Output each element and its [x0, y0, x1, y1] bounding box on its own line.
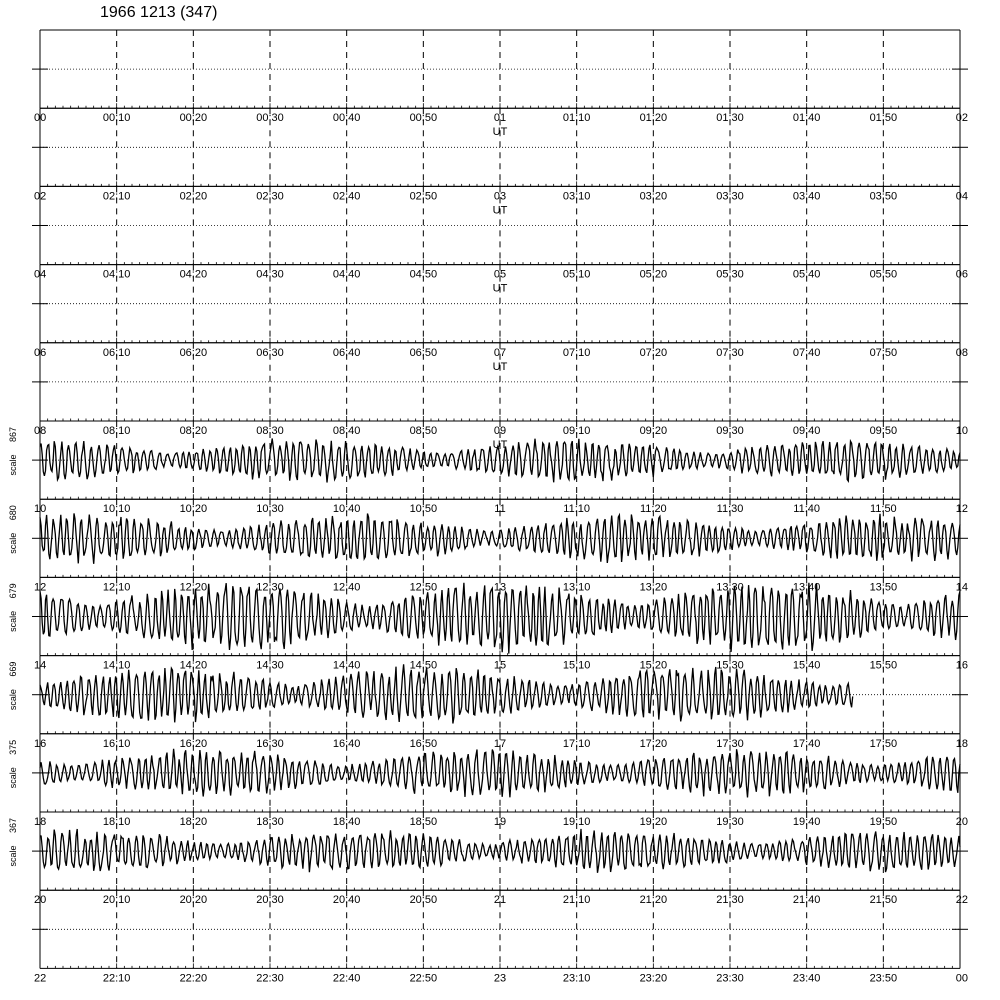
x-tick-label: 00:40 [332, 112, 361, 125]
scale-label: scale [8, 689, 18, 711]
x-tick-label: 21 [493, 894, 507, 907]
x-tick-label: 10:40 [332, 503, 361, 516]
x-tick-label: 19:40 [792, 816, 821, 828]
x-tick-label: 18:20 [179, 816, 208, 828]
scale-value-label: 669 [8, 661, 18, 677]
x-tick-label: 03:30 [716, 190, 744, 203]
x-tick-label: 13:10 [562, 581, 591, 594]
x-tick-label: 23:10 [562, 972, 591, 985]
x-tick-label: 15:30 [716, 659, 744, 672]
x-tick-label: 08:20 [179, 425, 208, 437]
x-tick-label: 12:30 [256, 581, 284, 594]
x-axis-label: UT [492, 439, 508, 451]
scale-value-label: 680 [8, 505, 18, 521]
panel-11 [8, 812, 968, 906]
x-tick-label: 10 [34, 503, 47, 516]
x-tick-label: 18:50 [409, 816, 438, 828]
x-tick-label: 09:40 [792, 425, 821, 437]
x-tick-label: 17:20 [639, 737, 668, 750]
x-tick-label: 18:10 [102, 816, 131, 828]
x-tick-label: 04:20 [179, 268, 208, 281]
x-tick-label: 07:40 [792, 346, 821, 359]
x-tick-label: 15:10 [562, 659, 591, 672]
x-tick-label: 23:20 [639, 972, 668, 985]
x-tick-label: 17:30 [716, 737, 744, 750]
x-tick-label: 12:10 [102, 581, 131, 594]
x-tick-label: 19:20 [639, 816, 668, 828]
x-tick-label: 02 [34, 190, 47, 203]
x-tick-label: 01 [493, 112, 507, 125]
x-tick-label: 11:30 [716, 503, 744, 516]
x-tick-label: 00:30 [256, 112, 284, 125]
x-axis-label: UT [492, 360, 508, 373]
x-tick-label: 00:10 [102, 112, 131, 125]
x-tick-label: 23 [493, 972, 507, 985]
x-tick-label: 07:30 [716, 346, 744, 359]
x-tick-label: 06:50 [409, 346, 438, 359]
x-tick-label: 16:30 [256, 737, 284, 750]
x-tick-label: 13:50 [869, 581, 898, 594]
panel-8 [8, 577, 968, 671]
x-tick-label: 22 [955, 894, 968, 907]
scale-label: scale [8, 767, 18, 789]
x-tick-label: 21:10 [562, 894, 591, 907]
x-tick-label: 20:30 [256, 894, 284, 907]
x-tick-label: 20:20 [179, 894, 208, 907]
x-tick-label: 20 [955, 816, 968, 828]
panel-7 [8, 499, 968, 593]
scale-value-label: 375 [8, 739, 18, 755]
x-tick-label: 11:50 [869, 503, 897, 516]
x-tick-label: 16:50 [409, 737, 438, 750]
x-tick-label: 04 [955, 190, 968, 203]
x-tick-label: 02:30 [256, 190, 284, 203]
x-tick-label: 19:10 [562, 816, 591, 828]
x-tick-label: 03 [493, 190, 507, 203]
x-tick-label: 20:10 [102, 894, 131, 907]
x-tick-label: 01:50 [869, 112, 898, 125]
x-tick-label: 05:40 [792, 268, 821, 281]
x-tick-label: 12 [955, 503, 968, 516]
x-tick-label: 05:30 [716, 268, 744, 281]
x-tick-label: 01:10 [562, 112, 591, 125]
scale-value-label: 867 [8, 427, 18, 443]
x-tick-label: 00:20 [179, 112, 208, 125]
x-tick-label: 23:40 [792, 972, 821, 985]
x-tick-label: 20 [34, 894, 47, 907]
x-tick-label: 23:30 [716, 972, 744, 985]
x-tick-label: 04:10 [102, 268, 131, 281]
x-tick-label: 21:20 [639, 894, 668, 907]
x-tick-label: 21:50 [869, 894, 898, 907]
x-tick-label: 13 [493, 581, 507, 594]
x-tick-label: 02:10 [102, 190, 131, 203]
x-tick-label: 14:30 [256, 659, 284, 672]
x-tick-label: 15 [493, 659, 507, 672]
x-tick-label: 12 [34, 581, 47, 594]
x-tick-label: 05:50 [869, 268, 898, 281]
x-tick-label: 11:40 [793, 503, 821, 516]
x-tick-label: 08:40 [332, 425, 361, 437]
x-tick-label: 13:20 [639, 581, 668, 594]
x-tick-label: 08:10 [102, 425, 131, 437]
x-axis-label: UT [492, 282, 508, 295]
x-axis-label: UT [492, 126, 508, 139]
x-tick-label: 10:30 [256, 503, 284, 516]
scale-value-label: 679 [8, 583, 18, 599]
x-tick-label: 04 [34, 268, 47, 281]
x-tick-label: 16 [955, 659, 968, 672]
x-tick-label: 22:40 [332, 972, 361, 985]
x-tick-label: 13:40 [792, 581, 821, 594]
x-tick-label: 14:50 [409, 659, 438, 672]
x-tick-label: 08 [34, 425, 47, 437]
x-tick-label: 08:50 [409, 425, 438, 437]
panel-9 [8, 656, 968, 750]
x-tick-label: 15:40 [792, 659, 821, 672]
x-tick-label: 18 [955, 737, 968, 750]
x-tick-label: 00 [955, 972, 968, 985]
x-tick-label: 14:20 [179, 659, 208, 672]
x-tick-label: 01:30 [716, 112, 744, 125]
x-tick-label: 01:20 [639, 112, 668, 125]
x-tick-label: 10:50 [409, 503, 438, 516]
x-tick-label: 10:20 [179, 503, 208, 516]
x-tick-label: 12:50 [409, 581, 438, 594]
x-tick-label: 15:20 [639, 659, 668, 672]
x-tick-label: 20:40 [332, 894, 361, 907]
x-tick-label: 19 [493, 816, 507, 828]
scale-label: scale [8, 532, 18, 554]
x-tick-label: 11:20 [639, 503, 667, 516]
x-tick-label: 10 [955, 425, 968, 437]
scale-value-label: 367 [8, 818, 18, 834]
x-tick-label: 19:30 [716, 816, 744, 828]
x-tick-label: 16:10 [102, 737, 131, 750]
x-tick-label: 13:30 [716, 581, 744, 594]
x-tick-label: 22:10 [102, 972, 131, 985]
x-tick-label: 22:50 [409, 972, 438, 985]
x-tick-label: 14 [34, 659, 47, 672]
x-tick-label: 17:10 [562, 737, 591, 750]
x-tick-label: 19:50 [869, 816, 898, 828]
x-tick-label: 04:50 [409, 268, 438, 281]
x-tick-label: 02:50 [409, 190, 438, 203]
x-tick-label: 00:50 [409, 112, 438, 125]
x-tick-label: 14 [955, 581, 968, 594]
x-tick-label: 11:10 [563, 503, 591, 516]
x-tick-label: 09 [493, 425, 507, 437]
x-tick-label: 02:40 [332, 190, 361, 203]
x-tick-label: 09:50 [869, 425, 898, 437]
chart-title: 1966 1213 (347) [100, 4, 218, 21]
x-tick-label: 12:40 [332, 581, 361, 594]
x-tick-label: 16 [34, 737, 47, 750]
panel-6 [8, 421, 968, 515]
scale-label: scale [8, 845, 18, 867]
x-tick-label: 15:50 [869, 659, 898, 672]
x-tick-label: 07:20 [639, 346, 668, 359]
x-tick-label: 04:40 [332, 268, 361, 281]
x-tick-label: 08:30 [256, 425, 284, 437]
x-tick-label: 14:10 [102, 659, 131, 672]
x-tick-label: 03:10 [562, 190, 591, 203]
scale-label: scale [8, 454, 18, 476]
x-tick-label: 09:30 [716, 425, 744, 437]
x-tick-label: 22 [34, 972, 47, 985]
x-tick-label: 16:20 [179, 737, 208, 750]
x-tick-label: 09:20 [639, 425, 668, 437]
x-tick-label: 17:50 [869, 737, 898, 750]
x-tick-label: 18 [34, 816, 47, 828]
x-tick-label: 05 [493, 268, 507, 281]
x-tick-label: 12:20 [179, 581, 208, 594]
x-tick-label: 06:40 [332, 346, 361, 359]
x-tick-label: 03:50 [869, 190, 898, 203]
x-tick-label: 20:50 [409, 894, 438, 907]
scale-label: scale [8, 610, 18, 632]
x-tick-label: 16:40 [332, 737, 361, 750]
panel-10 [8, 734, 968, 828]
x-tick-label: 02:20 [179, 190, 208, 203]
x-tick-label: 18:40 [332, 816, 361, 828]
x-tick-label: 21:40 [792, 894, 821, 907]
x-tick-label: 06:20 [179, 346, 208, 359]
x-tick-label: 08 [955, 346, 968, 359]
x-axis-label: UT [492, 204, 508, 217]
x-tick-label: 03:40 [792, 190, 821, 203]
series-trace [40, 664, 853, 723]
panel-12 [32, 890, 968, 984]
x-tick-label: 17:40 [792, 737, 821, 750]
x-tick-label: 22:30 [256, 972, 284, 985]
x-tick-label: 14:40 [332, 659, 361, 672]
x-tick-label: 07:10 [562, 346, 591, 359]
x-tick-label: 10:10 [102, 503, 131, 516]
x-tick-label: 11 [494, 503, 506, 516]
x-tick-label: 09:10 [562, 425, 591, 437]
x-tick-label: 06 [34, 346, 47, 359]
x-tick-label: 07 [493, 346, 507, 359]
x-tick-label: 05:20 [639, 268, 668, 281]
x-tick-label: 00 [34, 112, 47, 125]
x-tick-label: 05:10 [562, 268, 591, 281]
x-tick-label: 17 [493, 737, 507, 750]
x-tick-label: 06 [955, 268, 968, 281]
x-tick-label: 02 [955, 112, 968, 125]
x-tick-label: 03:20 [639, 190, 668, 203]
x-tick-label: 06:30 [256, 346, 284, 359]
x-tick-label: 06:10 [102, 346, 131, 359]
x-tick-label: 01:40 [792, 112, 821, 125]
x-tick-label: 07:50 [869, 346, 898, 359]
x-tick-label: 23:50 [869, 972, 898, 985]
x-tick-label: 04:30 [256, 268, 284, 281]
x-tick-label: 21:30 [716, 894, 744, 907]
x-tick-label: 22:20 [179, 972, 208, 985]
x-tick-label: 18:30 [256, 816, 284, 828]
